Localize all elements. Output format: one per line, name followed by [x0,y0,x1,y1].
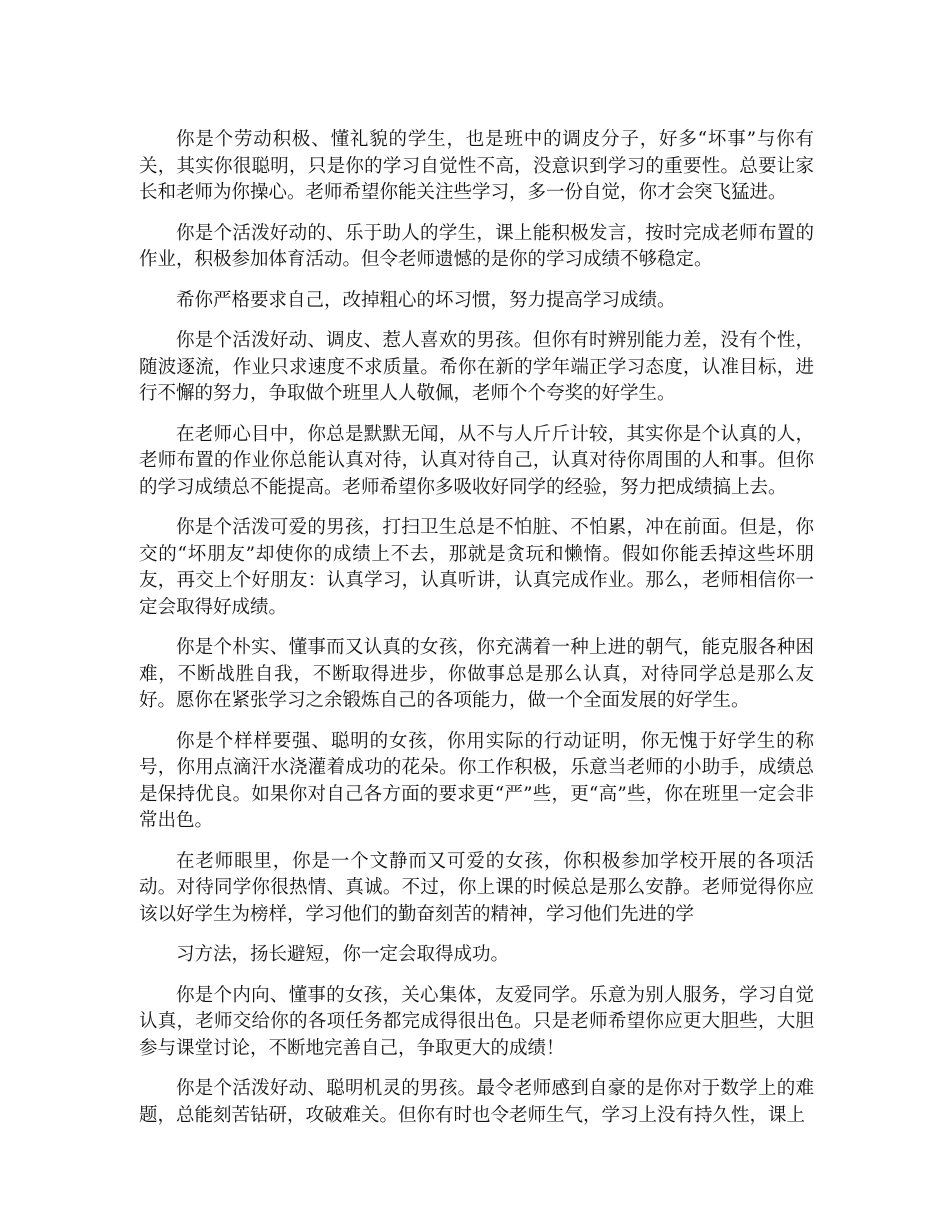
document-body [139,127,814,1143]
paragraph-6: 你是个活泼可爱的男孩，打扫卫生总是不怕脏、不怕累，冲在前面。但是，你交的“坏朋友”却使你的成绩上不去，那就是贪玩和懒惰。假如你能丢掉这些坏朋友，再交上个好朋友：认真学习，认真听讲，认真完成作业。那么，老师相信你一定会取得好成绩。 [139,517,814,618]
paragraph-5: 在老师心目中，你总是默默无闻，从不与人斤斤计较，其实你是个认真的人，老师布置的作业你总能认真对待，认真对待自己，认真对待你周围的人和事。但你的学习成绩总不能提高。老师希望你多吸收好同学的经验，努力把成绩搞上去。 [139,423,814,498]
paragraph-7: 你是个朴实、懂事而又认真的女孩，你充满着一种上进的朝气，能克服各种困难，不断战胜自我，不断取得进步，你做事总是那么认真，对待同学总是那么友好。愿你在紧张学习之余锻炼自己的各项能力，做一个全面发展的好学生。 [139,637,814,711]
paragraph-3: 希你严格要求自己，改掉粗心的坏习惯，努力提高学习成绩。 [176,289,676,311]
paragraph-4: 你是个活泼好动、调皮、惹人喜欢的男孩。但你有时辨别能力差，没有个性，随波逐流，作业只求速度不求质量。希你在新的学年端正学习态度，认准目标，进行不懈的努力，争取做个班里人人敬佩，老师个个夸奖的好学生。 [139,330,814,404]
paragraph-9: 在老师眼里，你是一个文静而又可爱的女孩，你积极参加学校开展的各项活动。对待同学你很热情、真诚。不过，你上课的时候总是那么安静。老师觉得你应该以好学生为榜样，学习他们的勤奋刻苦的精神，学习他们先进的学 [139,850,814,925]
paragraph-1: 你是个劳动积极、懂礼貌的学生，也是班中的调皮分子，好多“坏事”与你有关，其实你很聪明，只是你的学习自觉性不高，没意识到学习的重要性。总要让家长和老师为你操心。老师希望你能关注些学习，多一份自觉，你才会突飞猛进。 [139,129,814,203]
paragraph-8: 你是个样样要强、聪明的女孩，你用实际的行动证明，你无愧于好学生的称号，你用点滴汗水浇灌着成功的花朵。你工作积极，乐意当老师的小助手，成绩总是保持优良。如果你对自己各方面的要求更“严”些，更“高”些，你在班里一定会非常出色。 [139,730,814,831]
paragraph-12: 你是个活泼好动、聪明机灵的男孩。最令老师感到自豪的是你对于数学上的难题，总能刻苦钻研，攻破难关。但你有时也令老师生气，学习上没有持久性，课上 [139,1078,814,1126]
paragraph-2: 你是个活泼好动的、乐于助人的学生，课上能积极发言，按时完成老师布置的作业，积极参加体育活动。但令老师遗憾的是你的学习成绩不够稳定。 [139,222,814,270]
paragraph-11: 你是个内向、懂事的女孩，关心集体，友爱同学。乐意为别人服务，学习自觉认真，老师交给你的各项任务都完成得很出色。只是老师希望你应更大胆些，大胆参与课堂讨论，不断地完善自己，争取更大的成绩！ [139,984,814,1059]
paragraph-10: 习方法，扬长避短，你一定会取得成功。 [176,944,510,965]
